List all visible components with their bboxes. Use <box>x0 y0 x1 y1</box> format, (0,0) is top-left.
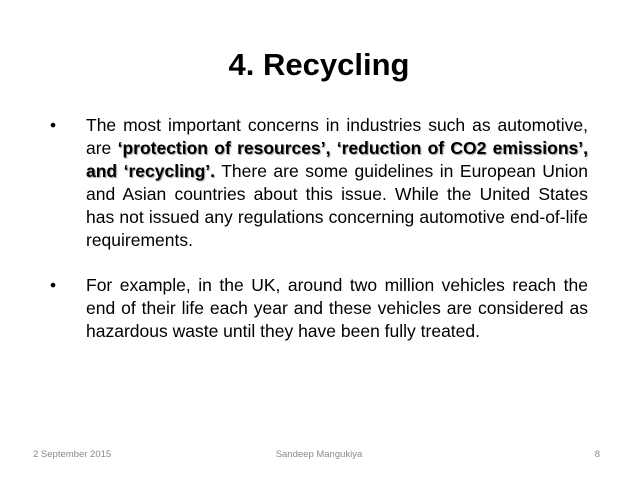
bullet-text: For example, in the UK, around two million vehicles reach the end of their life each year and these vehicles are considered as hazardous waste until they have been fully treated. <box>86 275 588 342</box>
bullet-text: The most important concerns in industries such as automotive, are <box>86 115 588 158</box>
bullet-marker: • <box>50 115 57 135</box>
bullet-emphasis: ‘protection of resources’, ‘reduction of CO2 emissions’, and ‘recycling’. <box>86 137 588 181</box>
footer-date: 2 September 2015 <box>33 449 112 460</box>
page-number: 8 <box>594 449 600 460</box>
footer-author: Sandeep Mangukiya <box>275 449 363 460</box>
bullet-marker: • <box>50 275 57 296</box>
bullet-item-1 <box>48 114 588 251</box>
bullet-text-continued: There are some guidelines in European Union and Asian countries about this issue. While the United States has not issued any regulations concerning automotive end-of-life requirements. <box>86 160 589 250</box>
bullet-item-2 <box>48 274 588 343</box>
bullet-list <box>48 114 588 366</box>
slide-title: 4. Recycling <box>228 47 410 82</box>
